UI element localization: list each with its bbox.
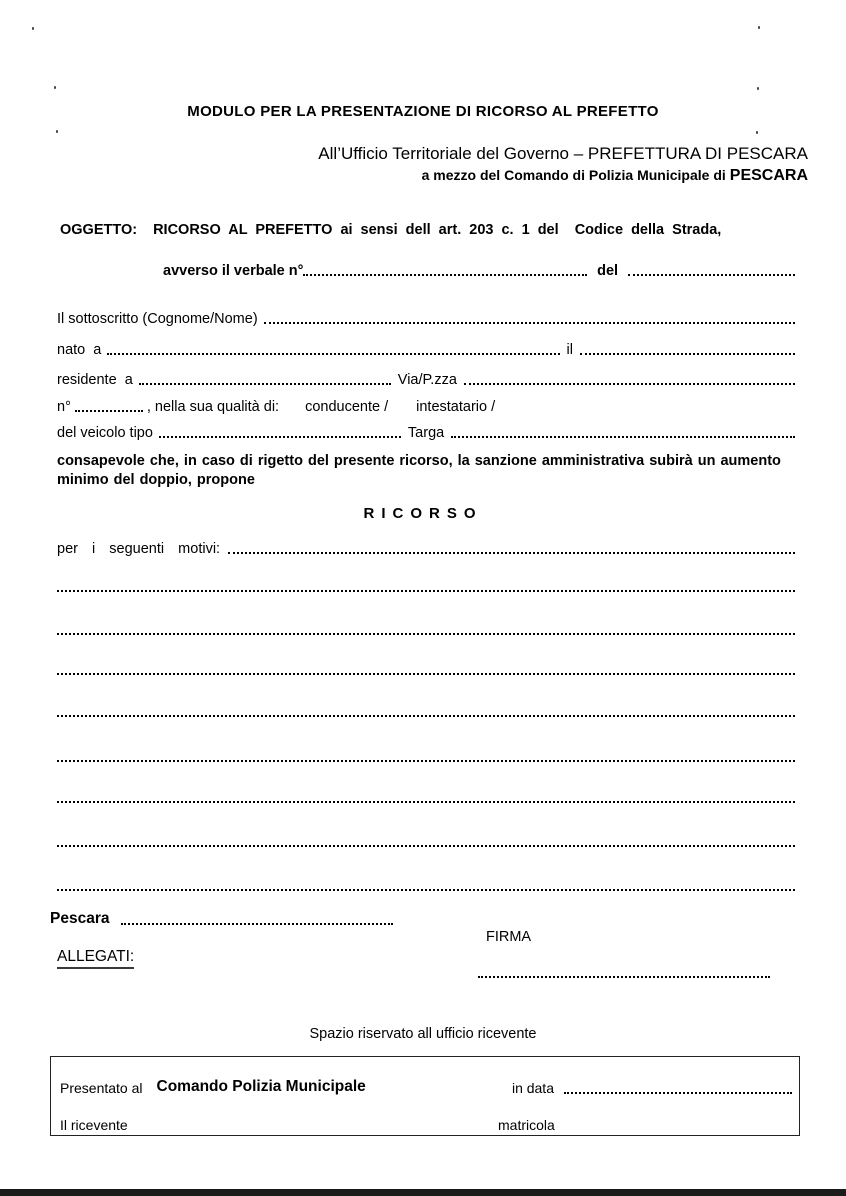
reasons-dotted-line: [57, 845, 795, 847]
street-number-field: [75, 400, 143, 412]
quality-option-conducente: conducente /: [305, 399, 389, 415]
residence-row: [57, 372, 795, 388]
plate-label: Targa: [407, 425, 445, 441]
place-date-row: [50, 910, 393, 928]
attachments-label: ALLEGATI:: [57, 948, 134, 969]
subject-line: [60, 222, 796, 238]
vehicle-type-field: [159, 426, 401, 438]
office-box: [50, 1056, 800, 1136]
subject-verbale-row: [163, 263, 795, 279]
scan-edge-bar: [0, 1189, 846, 1196]
quality-label: , nella sua qualità di:: [146, 399, 280, 415]
resident-label: residente a: [57, 372, 133, 388]
presented-label: Presentato al: [60, 1080, 143, 1096]
subject-label: OGGETTO:: [60, 222, 138, 238]
scan-speck: [758, 26, 760, 29]
reasons-dotted-line: [57, 801, 795, 803]
declarant-name-row: [57, 311, 795, 327]
reasons-dotted-line: [57, 673, 795, 675]
plate-field: [451, 426, 795, 438]
presented-date-field: [564, 1082, 792, 1094]
scan-speck: [757, 87, 759, 90]
scan-speck: [32, 27, 34, 30]
residence-city-field: [139, 373, 391, 385]
quality-row: [57, 399, 795, 415]
signature-field: [478, 976, 770, 978]
verbale-label: avverso il verbale n°: [163, 263, 304, 279]
street-field: [464, 373, 795, 385]
addressee-line2: [318, 167, 808, 185]
verbale-number-field: [303, 264, 587, 276]
badge-label: matricola: [498, 1117, 555, 1133]
addressee-line2-prefix: a mezzo del Comando di Polizia Municipale di: [421, 167, 726, 183]
birth-date-field: [580, 343, 795, 355]
appeal-heading: RICORSO: [363, 505, 483, 522]
subject-text: RICORSO AL PREFETTO ai sensi dell art. 203 c. 1 del Codice della Strada,: [153, 222, 722, 238]
scan-speck: [756, 131, 758, 134]
addressee-block: [318, 144, 808, 185]
presented-row: [60, 1078, 792, 1096]
verbale-date-label: del: [597, 263, 619, 279]
reasons-field: [228, 542, 795, 554]
place-label: Pescara: [50, 910, 110, 927]
verbale-date-field: [628, 264, 795, 276]
office-reserved-title: Spazio riservato all ufficio ricevente: [309, 1026, 537, 1042]
scan-speck: [56, 130, 58, 133]
declarant-name-label: Il sottoscritto (Cognome/Nome): [57, 311, 258, 327]
addressee-city: PESCARA: [729, 167, 808, 184]
reasons-dotted-line: [57, 590, 795, 592]
born-label: nato a: [57, 342, 102, 358]
receiver-label: Il ricevente: [60, 1117, 128, 1133]
reasons-dotted-line: [57, 760, 795, 762]
street-label: Via/P.zza: [397, 372, 457, 388]
reasons-dotted-line: [57, 889, 795, 891]
reasons-row: [57, 541, 795, 557]
date-field: [121, 913, 393, 925]
signature-label: FIRMA: [486, 929, 532, 945]
reasons-dotted-line: [57, 715, 795, 717]
vehicle-row: [57, 425, 795, 441]
addressee-line1: All’Ufficio Territoriale del Governo – PREFETTURA DI PESCARA: [318, 144, 808, 163]
declarant-name-field: [264, 312, 795, 324]
birth-row: [57, 342, 795, 358]
office-name: Comando Polizia Municipale: [156, 1078, 366, 1095]
quality-option-intestatario: intestatario /: [416, 399, 496, 415]
reasons-label: per i seguenti motivi:: [57, 541, 221, 557]
date-label: in data: [511, 1080, 554, 1096]
reasons-dotted-line: [57, 633, 795, 635]
vehicle-label: del veicolo tipo: [57, 425, 153, 441]
birth-place-field: [107, 343, 559, 355]
warning-text: consapevole che, in caso di rigetto del presente ricorso, la sanzione amministrativa subirà un aumento minimo del doppio, propone: [57, 453, 781, 488]
form-title: MODULO PER LA PRESENTAZIONE DI RICORSO AL PREFETTO: [187, 103, 659, 120]
scan-speck: [54, 86, 56, 89]
birth-date-label: il: [566, 342, 573, 358]
street-number-label: n°: [57, 399, 71, 415]
